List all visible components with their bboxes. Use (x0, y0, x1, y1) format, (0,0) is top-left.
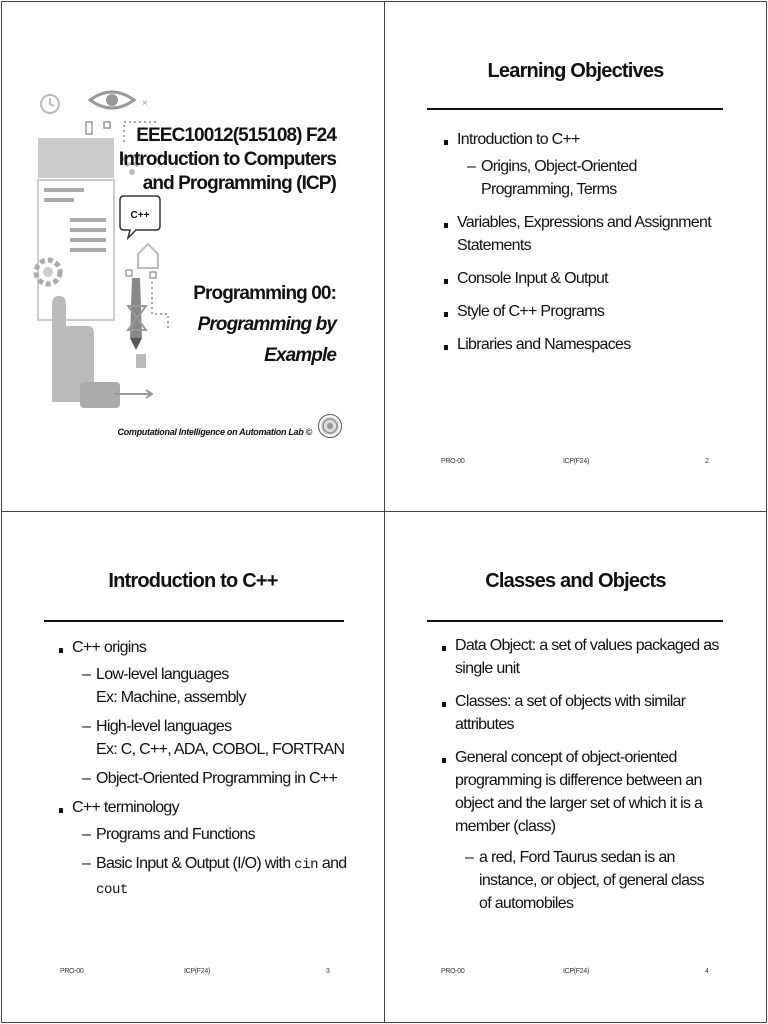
objective-list (443, 128, 723, 366)
title-rule (44, 620, 344, 622)
sub-list-item: – Object-Oriented Programming in C++ (72, 767, 348, 790)
list-item: Style of C++ Programs (443, 300, 723, 323)
footer-left: PRO-00 (441, 458, 465, 465)
list-item: Console Input & Output (443, 267, 723, 290)
slide-1-title (1, 1, 385, 512)
slide-title: Introduction to C++ (108, 570, 278, 592)
footer-left: PRO-00 (60, 968, 84, 975)
sub-list-item: – Programs and Functions (72, 823, 348, 846)
list-item: Classes: a set of objects with similar attributes (441, 690, 719, 736)
slide-title: Classes and Objects (485, 570, 666, 592)
course-code: EEEC10012(515108) F24 (136, 125, 336, 146)
code-cout: cout (96, 882, 129, 898)
university-seal-icon (318, 414, 342, 438)
list-item: Libraries and Namespaces (443, 333, 723, 356)
svg-text:×: × (142, 98, 148, 109)
cpp-speech-bubble-icon (120, 196, 160, 238)
list-item: Introduction to C++ – Origins, Object-Oriented Programming, Terms (443, 128, 723, 201)
sub-list-item: – Origins, Object-Oriented Programming, Terms (457, 155, 723, 201)
lecture-number: Programming 00: (193, 283, 336, 304)
footer-center: ICP(F24) (563, 458, 589, 465)
course-name-line-2: and Programming (ICP) (142, 173, 336, 194)
gear-icon (36, 260, 60, 284)
sub-list-item: – Low-level languages Ex: Machine, assembly (72, 663, 348, 709)
eye-icon (90, 92, 134, 108)
code-cin: cin (294, 857, 319, 873)
slide-3-intro-cpp (1, 511, 385, 1023)
list-item: Data Object: a set of values packaged as single unit (441, 634, 719, 680)
slide-2-learning-objectives (384, 1, 767, 512)
list-item: C++ terminology – Programs and Functions – Basic Input & Output (I/O) with cin and cout (58, 796, 348, 902)
lecture-subtitle-line-1: Programming by (197, 314, 336, 335)
list-item: C++ origins – Low-level languages Ex: Machine, assembly – High-level languages Ex: C, C++, ADA, COBOL, FORTRAN – Object-Oriented Programming in C++ (58, 636, 348, 790)
sub-list-item: – High-level languages Ex: C, C++, ADA, COBOL, FORTRAN (72, 715, 348, 761)
page-number: 3 (326, 968, 330, 975)
list-item: General concept of object-oriented programming is difference between an object and the larger set of which it is a member (class) – a red, Ford Taurus sedan is an instance, or object, of general class of automobiles (441, 746, 719, 915)
house-icon (138, 244, 158, 268)
intro-list (58, 636, 348, 912)
lecture-subtitle-line-2: Example (264, 345, 336, 366)
course-name-line-1: Introduction to Computers (118, 149, 336, 170)
footer-center: ICP(F24) (563, 968, 589, 975)
list-item: Variables, Expressions and Assignment Statements (443, 211, 723, 257)
lab-credit: Computational Intelligence on Automation Lab © (117, 427, 312, 437)
clock-icon (41, 95, 59, 113)
title-rule (427, 620, 723, 622)
slide-4-classes-objects (384, 511, 767, 1023)
footer-center: ICP(F24) (184, 968, 210, 975)
page-number: 4 (705, 968, 709, 975)
footer-left: PRO-00 (441, 968, 465, 975)
title-rule (427, 108, 723, 110)
course-title (119, 124, 336, 196)
sub-list-item: – a red, Ford Taurus sedan is an instance, or object, of general class of automobiles (455, 846, 719, 915)
svg-text:C++: C++ (130, 210, 150, 221)
slide-title: Learning Objectives (487, 60, 664, 82)
document-icon (38, 138, 114, 320)
sub-list-item: – Basic Input & Output (I/O) with cin and cout (72, 852, 348, 902)
classes-list (441, 634, 719, 925)
lecture-title (193, 278, 336, 371)
page-number: 2 (705, 458, 709, 465)
